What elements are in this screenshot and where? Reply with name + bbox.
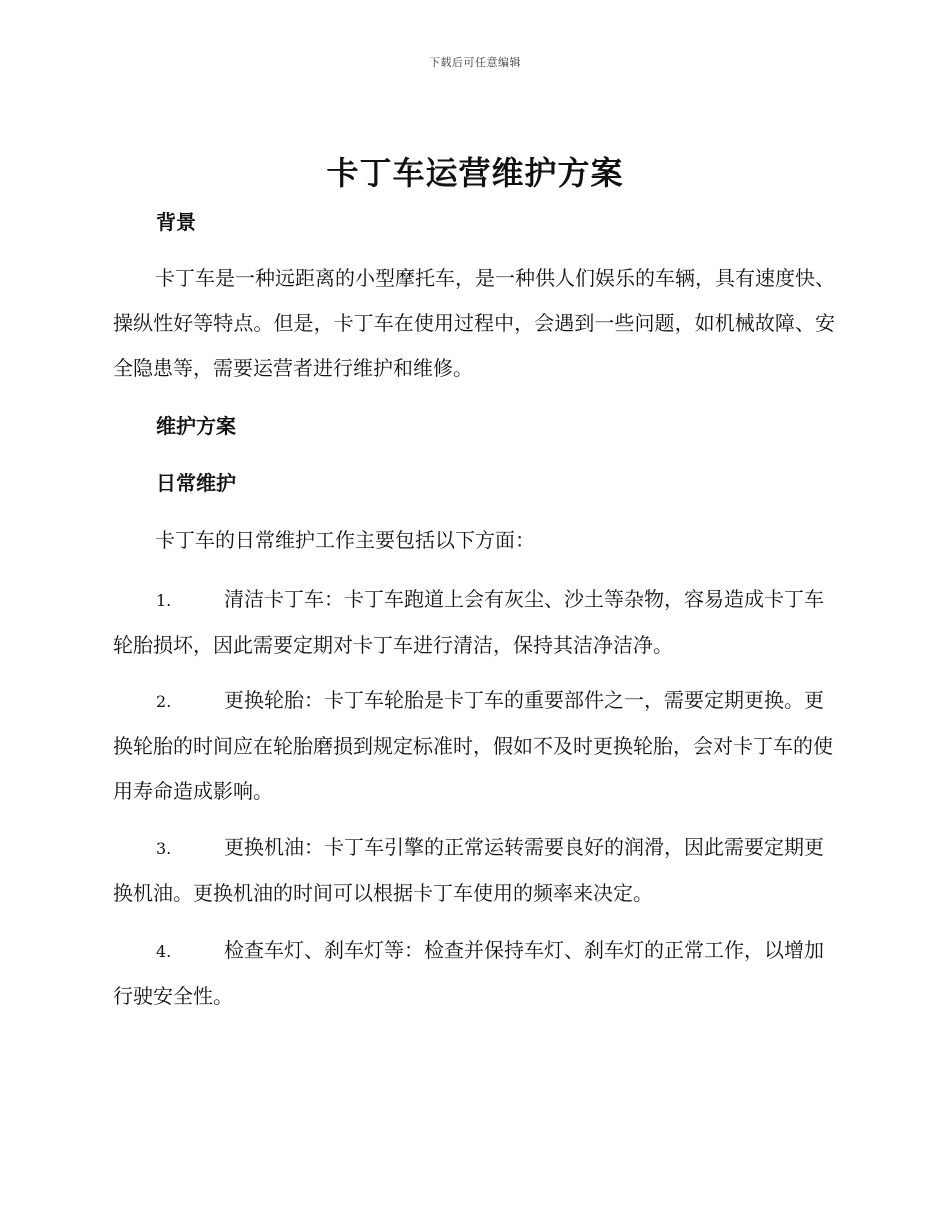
list-item: [113, 577, 835, 668]
page-header-note: 下载后可任意编辑: [429, 56, 521, 69]
list-item-text: 更换轮胎：卡丁车轮胎是卡丁车的重要部件之一，需要定期更换。更换轮胎的时间应在轮胎磨损到规定标准时，假如不及时更换轮胎，会对卡丁车的使用寿命造成影响。: [113, 688, 833, 803]
list-item-text: 更换机油：卡丁车引擎的正常运转需要良好的润滑，因此需要定期更换机油。更换机油的时间可以根据卡丁车使用的频率来决定。: [113, 835, 824, 905]
list-item: [113, 928, 835, 1019]
document-title: 卡丁车运营维护方案: [326, 154, 624, 192]
list-item-number: 3.: [156, 839, 172, 858]
section-heading-daily-maintenance: 日常维护: [156, 471, 236, 495]
list-item-number: 1.: [156, 591, 172, 610]
list-item-number: 4.: [156, 942, 172, 961]
list-item-number: 2.: [156, 692, 172, 711]
section-heading-background: 背景: [156, 210, 196, 234]
list-item: [113, 678, 835, 814]
background-paragraph: 卡丁车是一种远距离的小型摩托车，是一种供人们娱乐的车辆，具有速度快、操纵性好等特点。但是，卡丁车在使用过程中，会遇到一些问题，如机械故障、安全隐患等，需要运营者进行维护和维修。: [113, 266, 835, 380]
section-heading-maintenance-plan: 维护方案: [156, 414, 236, 438]
list-item: [113, 825, 835, 916]
list-item-text: 检查车灯、刹车灯等：检查并保持车灯、刹车灯的正常工作，以增加行驶安全性。: [113, 938, 824, 1008]
list-item-text: 清洁卡丁车：卡丁车跑道上会有灰尘、沙土等杂物，容易造成卡丁车轮胎损坏，因此需要定期对卡丁车进行清洁，保持其洁净洁净。: [113, 587, 824, 657]
daily-maintenance-intro: 卡丁车的日常维护工作主要包括以下方面：: [155, 528, 535, 552]
